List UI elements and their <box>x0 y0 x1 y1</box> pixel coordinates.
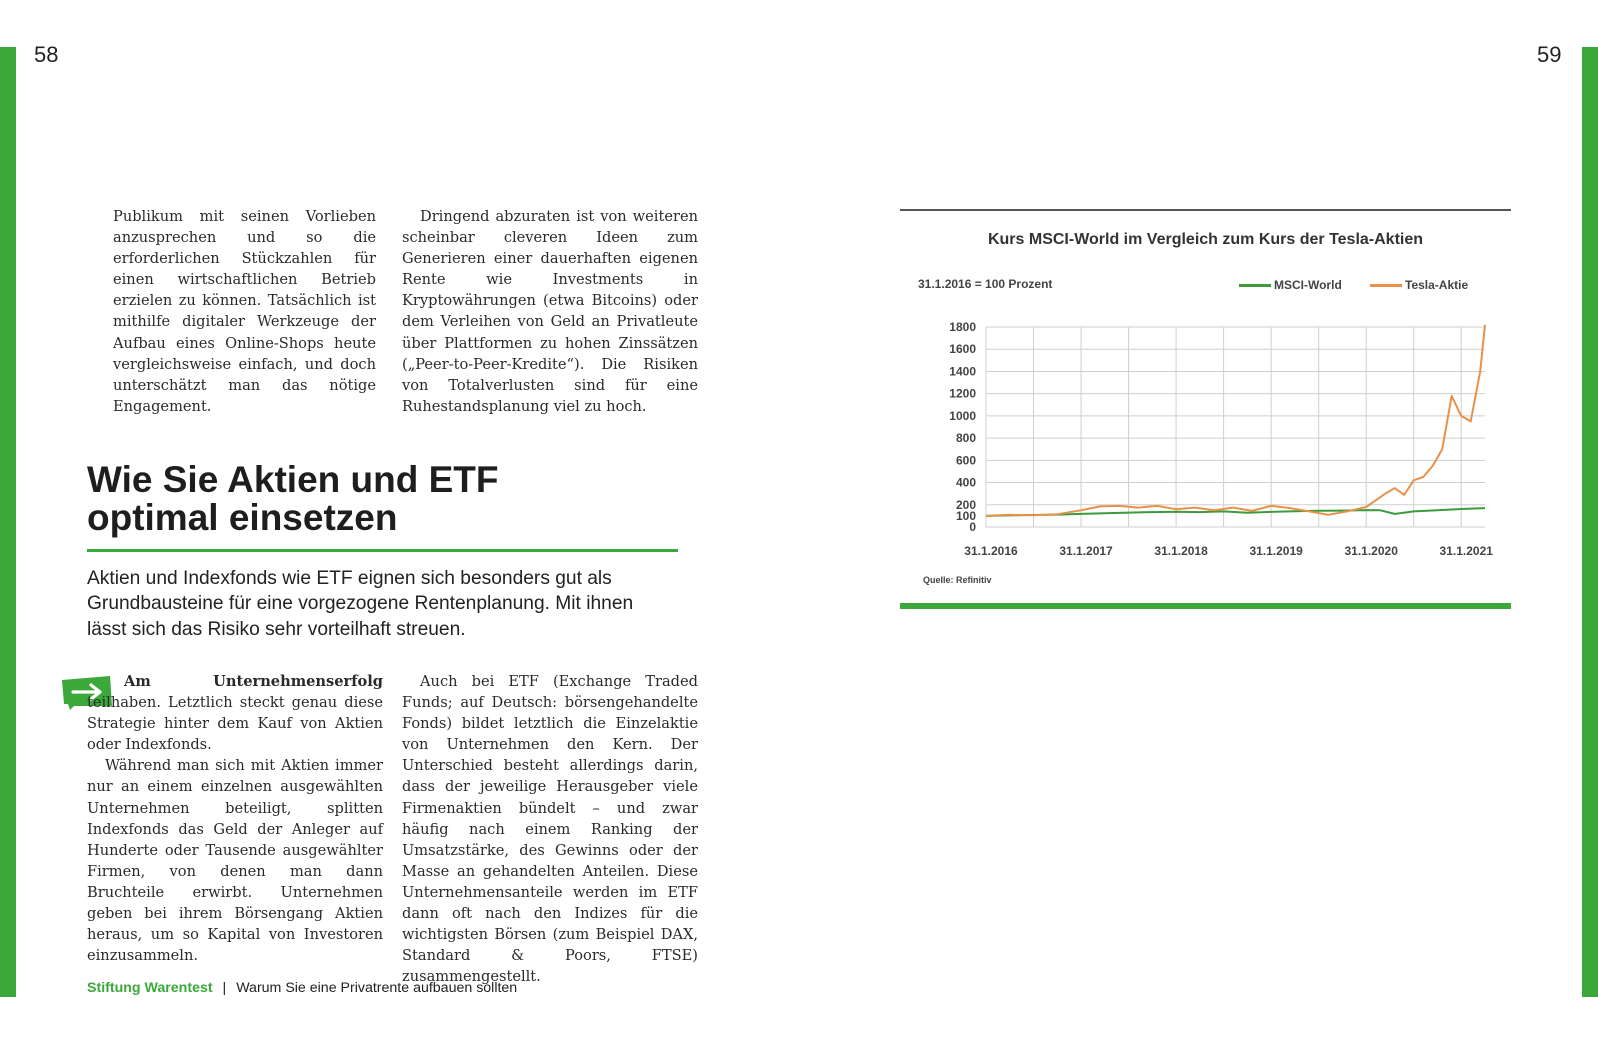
section-title-rule <box>87 549 678 552</box>
chart <box>900 209 1511 612</box>
run-in-heading: Am Unternehmenserfolg <box>124 673 383 690</box>
x-tick-label: 31.1.2019 <box>1249 544 1303 558</box>
chart-plot <box>900 209 1511 599</box>
left-top-column-1 <box>113 206 376 417</box>
section-title-line2: optimal einsetzen <box>87 497 398 538</box>
y-tick-label: 1200 <box>949 386 976 401</box>
y-tick-label: 1600 <box>949 342 976 357</box>
x-tick-label: 31.1.2016 <box>964 544 1018 558</box>
x-tick-label: 31.1.2017 <box>1059 544 1113 558</box>
paragraph: Auch bei ETF (Exchange Traded Funds; auf Deutsch: börsengehandelte Fonds) bildet letztlich die Einzelaktie von Unternehmen den Kern. Der Unterschied besteht allerdings darin, dass der jeweilige Herausgeber viele Firmenaktien bündelt – und zwar häufig nach einem Ranking der Umsatzstärke, des Gewinns oder der Masse an gehandelten Anteilen. Diese Unternehmensanteile werden im ETF dann oft nach den Indizes für die wichtigsten Börsen (zum Beispiel DAX, Standard & Poors, FTSE) zusammengestellt. <box>402 673 698 986</box>
chart-subtitle: 31.1.2016 = 100 Prozent <box>918 277 1053 291</box>
page-number-right: 59 <box>1537 42 1562 67</box>
footer-text: Warum Sie eine Privatrente aufbauen sollten <box>236 980 518 996</box>
footer-brand: Stiftung Warentest <box>87 980 213 996</box>
section-title <box>87 461 687 537</box>
section-title-line1: Wie Sie Aktien und ETF <box>87 459 499 500</box>
chart-title: Kurs MSCI-World im Vergleich zum Kurs der Tesla-Aktien <box>987 231 1424 248</box>
series-line-tesla <box>986 325 1485 516</box>
x-tick-label: 31.1.2021 <box>1439 544 1493 558</box>
left-top-column-2 <box>402 206 698 417</box>
y-tick-label: 600 <box>955 453 976 468</box>
paragraph: Publikum mit seinen Vorlieben anzusprechen und so die erforderlichen Stückzahlen für einen wirtschaftlichen Betrieb erzielen zu können. Tatsächlich ist mithilfe digitaler Werkzeuge der Aufbau eines Online-Shops heute vergleichsweise einfach, und doch unterschätzt man das nötige Engagement. <box>113 208 376 415</box>
y-tick-label: 200 <box>955 497 976 512</box>
paragraph: Dringend abzuraten ist von weiteren scheinbar cleveren Ideen zum Generieren einer dauerhaften eigenen Rente wie Investments in Kryptowährungen (etwa Bitcoins) oder dem Verleihen von Geld an Privatleute über Plattformen zu hohen Zinssätzen („Peer-to-Peer-Kredite“). Die Risiken von Totalverlusten sind für eine Ruhestandsplanung viel zu hoch. <box>402 208 698 415</box>
y-tick-label: 1000 <box>949 408 976 423</box>
left-bottom-column-1 <box>87 671 383 966</box>
left-bottom-column-2 <box>402 671 698 987</box>
series-line-msci-world <box>986 508 1485 516</box>
y-tick-label: 800 <box>955 431 976 446</box>
legend-label-msci: MSCI-World <box>1274 278 1342 292</box>
footer <box>87 980 517 996</box>
x-tick-label: 31.1.2018 <box>1154 544 1208 558</box>
y-tick-label: 400 <box>955 475 976 490</box>
chart-bottom-rule <box>900 603 1511 609</box>
paragraph-text: teilhaben. Letztlich steckt genau diese Strategie hinter dem Kauf von Aktien oder Indexfonds. <box>87 694 383 754</box>
left-accent-bar <box>0 47 16 997</box>
y-tick-label: 100 <box>955 508 976 523</box>
x-tick-label: 31.1.2020 <box>1344 544 1398 558</box>
footer-separator: | <box>222 980 227 996</box>
legend-label-tesla: Tesla-Aktie <box>1405 278 1469 292</box>
section-lead: Aktien und Indexfonds wie ETF eignen sich besonders gut als Grundbausteine für eine vorgezogene Rentenplanung. Mit ihnen lässt sich das Risiko sehr vorteilhaft streuen. <box>87 568 634 640</box>
right-accent-bar <box>1582 47 1598 997</box>
paragraph <box>50 671 383 755</box>
page-number-left: 58 <box>34 42 59 67</box>
y-tick-label: 0 <box>969 520 976 534</box>
y-tick-label: 1400 <box>949 364 976 379</box>
paragraph: Während man sich mit Aktien immer nur an einem einzelnen ausgewählten Unternehmen beteiligt, splitten Indexfonds das Geld der Anleger auf Hunderte oder Tausende ausgewählter Firmen, von denen man dann Bruchteile erwirbt. Unternehmen geben bei ihrem Börsengang Aktien heraus, um so Kapital von Investoren einzusammeln. <box>87 757 383 965</box>
chart-source: Quelle: Refinitiv <box>923 575 992 585</box>
y-tick-label: 1800 <box>949 320 976 334</box>
